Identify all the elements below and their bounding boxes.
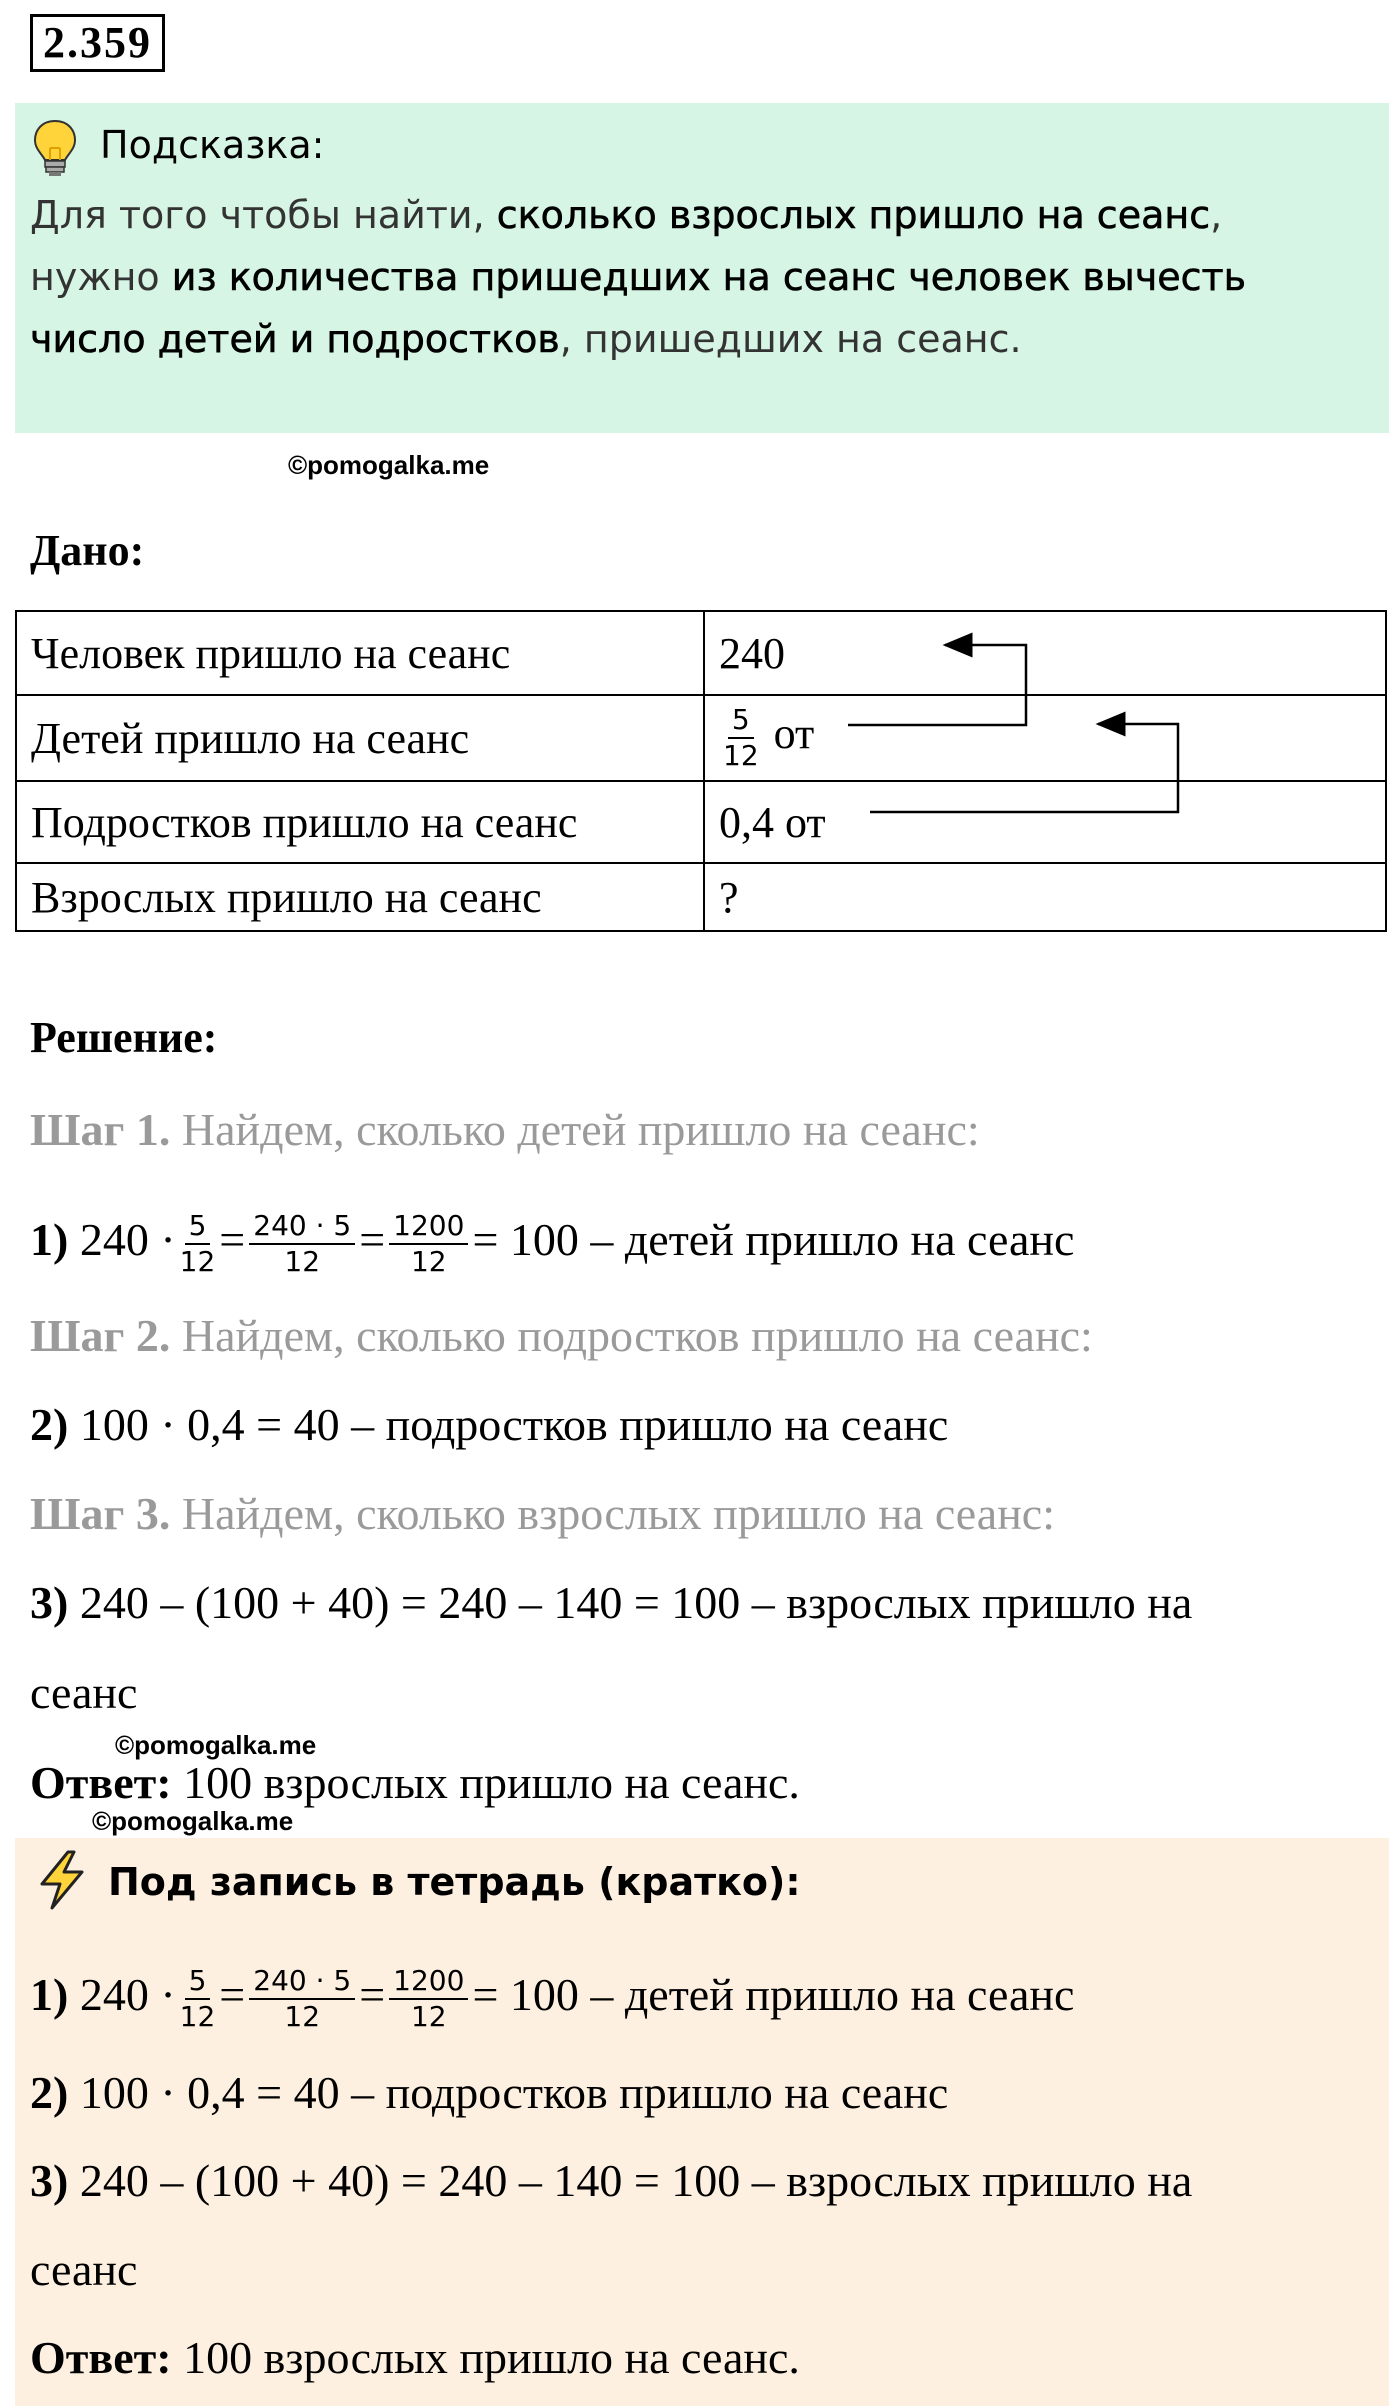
given-value: 240 xyxy=(704,611,1386,695)
fraction: $\frac{1200}{12}$ xyxy=(389,1211,468,1277)
given-label: Детей пришло на сеанс xyxy=(16,695,704,781)
solution-line-3-cont: сеанс xyxy=(30,1667,138,1718)
arrow-children-to-total xyxy=(848,645,1026,725)
answer: Ответ: 100 взрослых пришло на сеанс. xyxy=(30,1757,800,1808)
arrow-teens-to-children xyxy=(870,724,1178,812)
given-value: $\frac{5}{12}$ от xyxy=(704,695,1386,781)
solution-line-3: 3) 240 – (100 + 40) = 240 – 140 = 100 – взрослых пришло на xyxy=(30,1577,1193,1628)
notebook-line-1: 1) 240 · $\frac{5}{12}$ = $\frac{240 \cdot 5}{12}$ = $\frac{1200}{12}$ = 100 – детей пришло на сеанс xyxy=(30,1964,1075,2034)
given-label: Взрослых пришло на сеанс xyxy=(16,863,704,931)
given-label: Человек пришло на сеанс xyxy=(16,611,704,695)
step-3: Шаг 3. Найдем, сколько взрослых пришло на сеанс: xyxy=(30,1488,1056,1539)
problem-number: 2.359 xyxy=(30,14,165,72)
watermark: ©pomogalka.me xyxy=(92,1806,294,1836)
fraction: $\frac{1200}{12}$ xyxy=(389,1966,468,2032)
notebook-answer: Ответ: 100 взрослых пришло на сеанс. xyxy=(30,2332,800,2383)
step-2: Шаг 2. Найдем, сколько подростков пришло на сеанс: xyxy=(30,1310,1093,1361)
notebook-line-3: 3) 240 – (100 + 40) = 240 – 140 = 100 – взрослых пришло на xyxy=(30,2155,1193,2206)
solution-line-2: 2) 100 · 0,4 = 40 – подростков пришло на сеанс xyxy=(30,1399,949,1450)
fraction: $\frac{240 \cdot 5}{12}$ xyxy=(249,1966,355,2032)
given-value: ? xyxy=(704,863,1386,931)
fraction: $\frac{240 \cdot 5}{12}$ xyxy=(249,1211,355,1277)
fraction: $\frac{5}{12}$ xyxy=(723,703,759,772)
solution-heading: Решение: xyxy=(30,1013,218,1062)
step-1: Шаг 1. Найдем, сколько детей пришло на сеанс: xyxy=(30,1104,980,1155)
fraction: $\frac{5}{12}$ xyxy=(179,1209,216,1279)
watermark: ©pomogalka.me xyxy=(288,450,490,480)
solution-line-1: 1) 240 · $\frac{5}{12}$ = $\frac{240 \cdot 5}{12}$ = $\frac{1200}{12}$ = 100 – детей пришло на сеанс xyxy=(30,1209,1075,1279)
hint-title: Подсказка: xyxy=(100,123,325,167)
given-heading: Дано: xyxy=(30,526,145,575)
notebook-title: Под запись в тетрадь (кратко): xyxy=(108,1860,801,1904)
given-value: 0,4 от xyxy=(704,781,1386,863)
notebook-line-2: 2) 100 · 0,4 = 40 – подростков пришло на сеанс xyxy=(30,2067,949,2118)
reference-arrows xyxy=(0,0,1400,1000)
notebook-line-3-cont: сеанс xyxy=(30,2244,138,2295)
given-label: Подростков пришло на сеанс xyxy=(16,781,704,863)
lightning-icon xyxy=(30,1848,94,1912)
watermark: ©pomogalka.me xyxy=(115,1730,317,1760)
hint-text: Для того чтобы найти, сколько взрослых пришло на сеанс, нужно из количества пришедших на сеанс человек вычесть число детей и подростков, пришедших на сеанс. xyxy=(30,193,1247,361)
fraction: $\frac{5}{12}$ xyxy=(179,1964,216,2034)
